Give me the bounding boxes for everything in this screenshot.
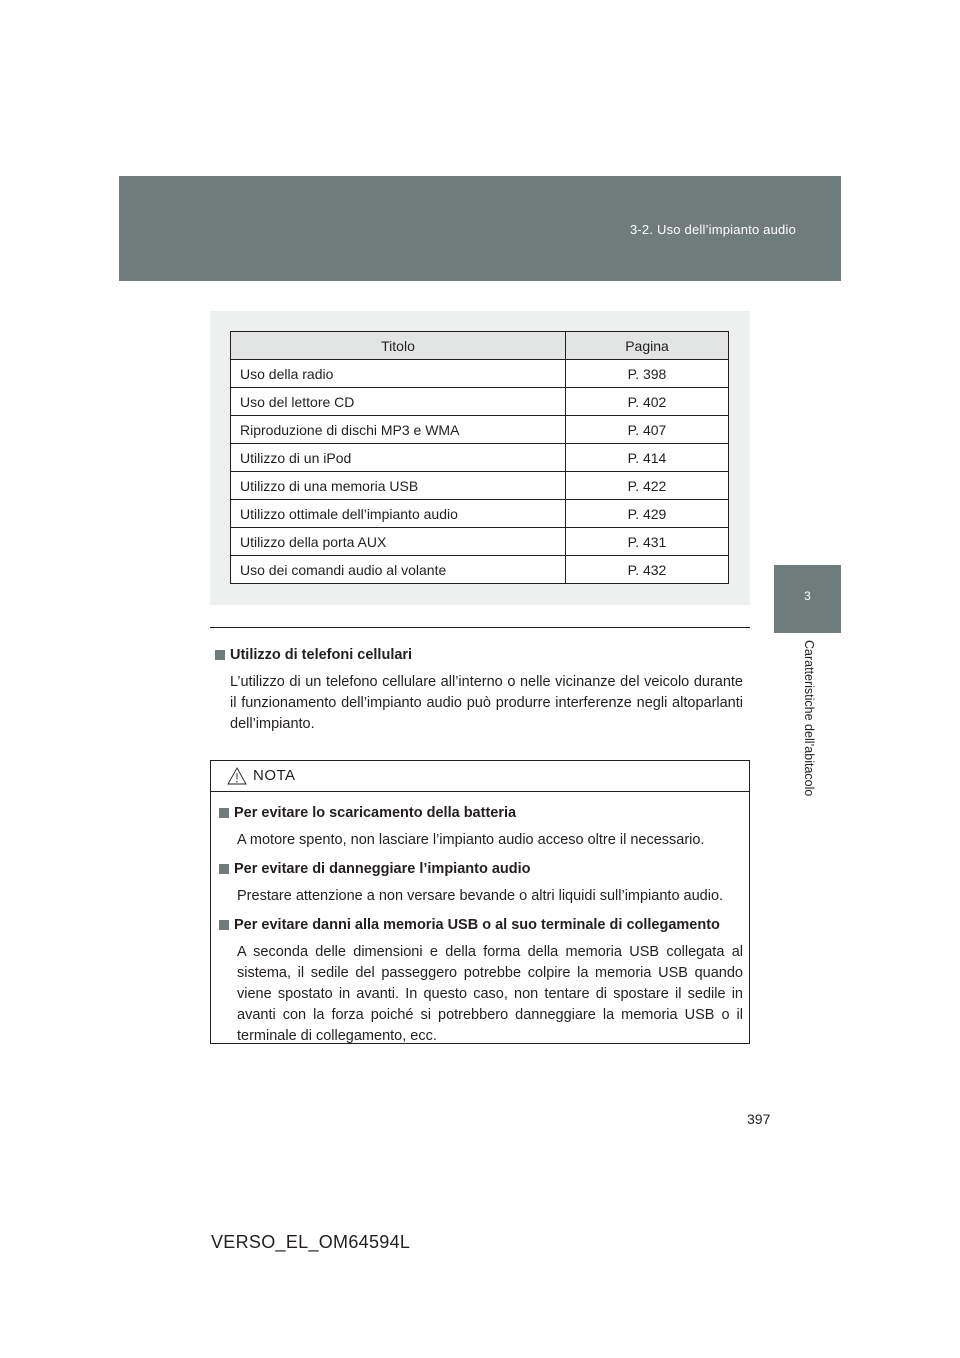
row-page: P. 432 bbox=[566, 556, 729, 584]
row-page: P. 402 bbox=[566, 388, 729, 416]
nota-item-title: Per evitare lo scaricamento della batteria bbox=[234, 805, 517, 821]
row-title: Utilizzo ottimale dell’impianto audio bbox=[231, 500, 566, 528]
warning-triangle-icon bbox=[227, 767, 247, 785]
row-page: P. 429 bbox=[566, 500, 729, 528]
section-divider bbox=[210, 627, 750, 628]
square-bullet-icon bbox=[219, 920, 229, 930]
row-title: Uso del lettore CD bbox=[231, 388, 566, 416]
info-body: L’utilizzo di un telefono cellulare all’interno o nelle vicinanze del veicolo durante il funzionamento dell’impianto audio può produrre interferenze negli altoparlanti dell’impianto. bbox=[230, 674, 743, 732]
info-title: Utilizzo di telefoni cellulari bbox=[230, 647, 413, 663]
table-row bbox=[231, 556, 729, 584]
table-row bbox=[231, 528, 729, 556]
info-section bbox=[215, 645, 743, 735]
row-title: Utilizzo della porta AUX bbox=[231, 528, 566, 556]
row-title: Riproduzione di dischi MP3 e WMA bbox=[231, 416, 566, 444]
document-code: VERSO_EL_OM64594L bbox=[211, 1232, 411, 1252]
nota-item-body: A seconda delle dimensioni e della forma della memoria USB collegata al sistema, il sedile del passeggero potrebbe colpire la memoria USB quando viene spostato in avanti. In questo caso, non tentare di spostare il sedile in avanti con la forza poiché si potrebbero danneggiare la memoria USB o il terminale di collegamento, ecc. bbox=[237, 944, 743, 1044]
row-title: Uso dei comandi audio al volante bbox=[231, 556, 566, 584]
nota-content bbox=[211, 792, 749, 1047]
nota-item-title-line bbox=[219, 859, 743, 880]
nota-item-body: Prestare attenzione a non versare bevande o altri liquidi sull’impianto audio. bbox=[237, 888, 724, 904]
row-title: Uso della radio bbox=[231, 360, 566, 388]
chapter-tab bbox=[774, 565, 841, 633]
chapter-number: 3 bbox=[804, 589, 811, 603]
nota-item-title: Per evitare di danneggiare l’impianto audio bbox=[234, 861, 531, 877]
column-header-page: Pagina bbox=[566, 332, 729, 360]
square-bullet-icon bbox=[219, 808, 229, 818]
nota-box bbox=[210, 760, 750, 1044]
row-page: P. 398 bbox=[566, 360, 729, 388]
page-number: 397 bbox=[747, 1111, 771, 1127]
nota-item-title-line bbox=[219, 803, 743, 824]
row-title: Utilizzo di un iPod bbox=[231, 444, 566, 472]
info-title-line bbox=[215, 645, 743, 666]
section-title: 3-2. Uso dell’impianto audio bbox=[629, 222, 796, 237]
row-title: Utilizzo di una memoria USB bbox=[231, 472, 566, 500]
chapter-title: Caratteristiche dell’abitacolo bbox=[802, 640, 816, 797]
nota-heading: NOTA bbox=[253, 767, 296, 784]
table-row bbox=[231, 444, 729, 472]
table-row bbox=[231, 388, 729, 416]
table-row bbox=[231, 360, 729, 388]
table-header-row bbox=[231, 332, 729, 360]
nota-header bbox=[211, 761, 749, 792]
square-bullet-icon bbox=[219, 864, 229, 874]
row-page: P. 407 bbox=[566, 416, 729, 444]
column-header-title: Titolo bbox=[231, 332, 566, 360]
row-page: P. 414 bbox=[566, 444, 729, 472]
table-row bbox=[231, 472, 729, 500]
header-band bbox=[119, 176, 841, 281]
table-row bbox=[231, 500, 729, 528]
index-table bbox=[230, 331, 729, 584]
square-bullet-icon bbox=[215, 650, 225, 660]
row-page: P. 431 bbox=[566, 528, 729, 556]
nota-item-body: A motore spento, non lasciare l’impianto audio acceso oltre il necessario. bbox=[237, 832, 705, 848]
row-page: P. 422 bbox=[566, 472, 729, 500]
nota-item-title-line bbox=[219, 915, 743, 936]
table-row bbox=[231, 416, 729, 444]
nota-item-title: Per evitare danni alla memoria USB o al suo terminale di collegamento bbox=[234, 917, 720, 933]
